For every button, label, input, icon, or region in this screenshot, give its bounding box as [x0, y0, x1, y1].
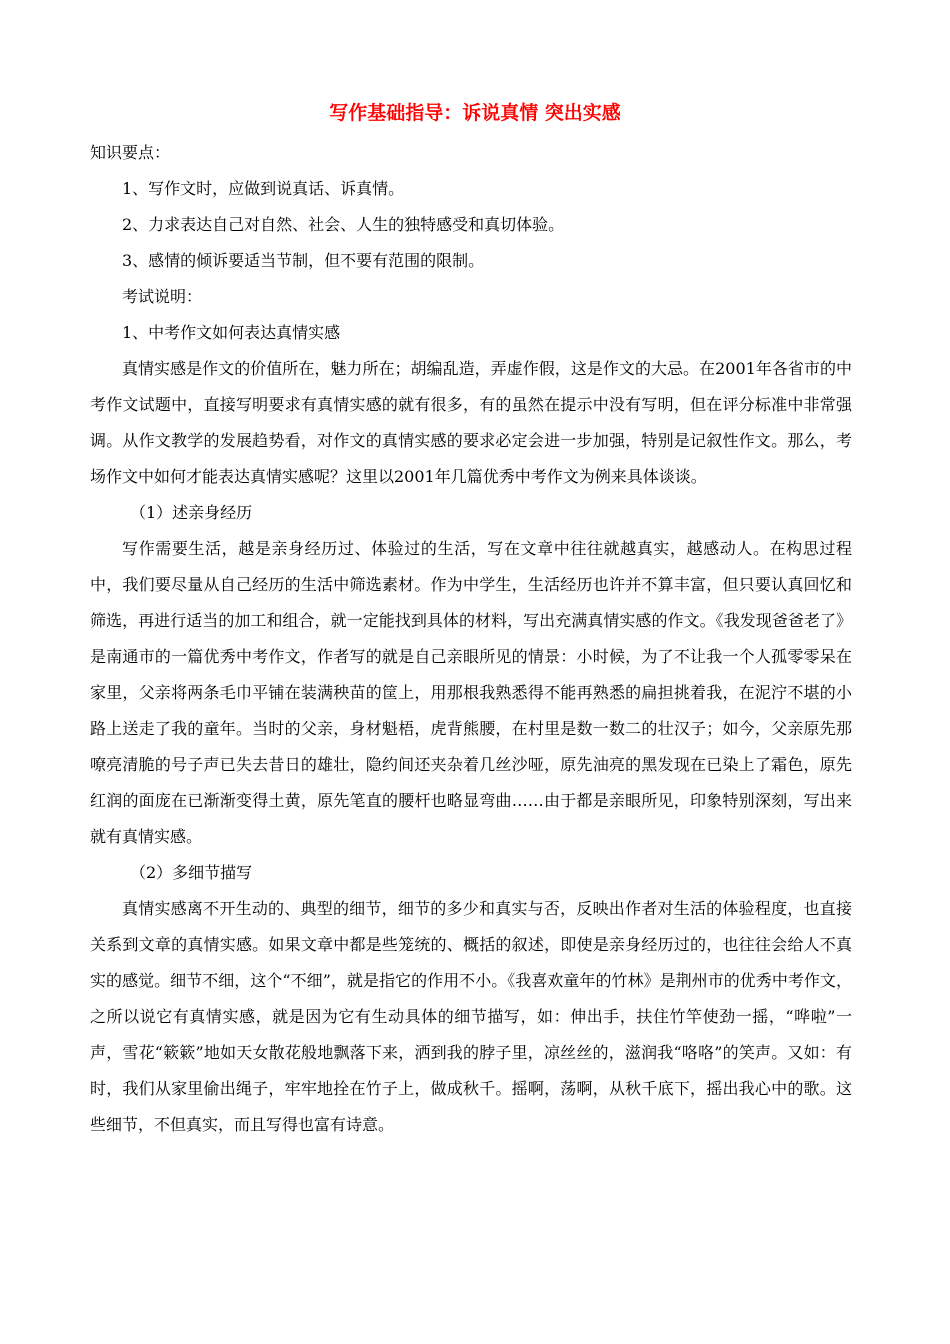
subsection-2-heading: （2）多细节描写 [130, 863, 253, 882]
key-point-1: 1、写作文时，应做到说真话、诉真情。 [122, 179, 405, 198]
document-title: 写作基础指导：诉说真情 突出实感 [329, 102, 621, 124]
section-label-key-points: 知识要点： [90, 143, 171, 162]
intro-paragraph: 真情实感是作文的价值所在，魅力所在；胡编乱造，弄虚作假，这是作文的大忌。在2001年各省市的中考作文试题中，直接写明要求有真情实感的就有很多，有的虽然在提示中没有写明，但在评分标准中非常强调。从作文教学的发展趋势看，对作文的真情实感的要求必定会进一步加强，特别是记叙性作文。那么，考场作文中如何才能表达真情实感呢？这里以2001年几篇优秀中考作文为例来具体谈谈。 [90, 359, 852, 486]
subsection-2-paragraph: 真情实感离不开生动的、典型的细节，细节的多少和真实与否，反映出作者对生活的体验程度，也直接关系到文章的真情实感。如果文章中都是些笼统的、概括的叙述，即使是亲身经历过的，也往往会给人不真实的感觉。细节不细，这个“不细”，就是指它的作用不小。《我喜欢童年的竹林》是荆州市的优秀中考作文，之所以说它有真情实感，就是因为它有生动具体的细节描写，如：伸出手，扶住竹竿使劲一摇，“哗啦”一声，雪花“簌簌”地如天女散花般地飘落下来，洒到我的脖子里，凉丝丝的，滋润我“咯咯”的笑声。又如：有时，我们从家里偷出绳子，牢牢地拴在竹子上，做成秋千。摇啊，荡啊，从秋千底下，摇出我心中的歌。这些细节，不但真实，而且写得也富有诗意。 [90, 899, 852, 1134]
key-point-2: 2、力求表达自己对自然、社会、人生的独特感受和真切体验。 [122, 215, 565, 234]
subsection-1-paragraph: 写作需要生活，越是亲身经历过、体验过的生活，写在文章中往往就越真实，越感动人。在构思过程中，我们要尽量从自己经历的生活中筛选素材。作为中学生，生活经历也许并不算丰富，但只要认真回忆和筛选，再进行适当的加工和组合，就一定能找到具体的材料，写出充满真情实感的作文。《我发现爸爸老了》是南通市的一篇优秀中考作文，作者写的就是自己亲眼所见的情景：小时候，为了不让我一个人孤零零呆在家里，父亲将两条毛巾平铺在装满秧苗的筐上，用那根我熟悉得不能再熟悉的扁担挑着我，在泥泞不堪的小路上送走了我的童年。当时的父亲，身材魁梧，虎背熊腰，在村里是数一数二的壮汉子；如今，父亲原先那嘹亮清脆的号子声已失去昔日的雄壮，隐约间还夹杂着几丝沙哑，原先油亮的黑发现在已染上了霜色，原先红润的面庞在已渐渐变得土黄，原先笔直的腰杆也略显弯曲……由于都是亲眼所见，印象特别深刻，写出来就有真情实感。 [90, 539, 852, 846]
document-body [90, 135, 852, 1143]
key-point-3: 3、感情的倾诉要适当节制，但不要有范围的限制。 [122, 251, 485, 270]
question-1-heading: 1、中考作文如何表达真情实感 [122, 323, 341, 342]
subsection-1-heading: （1）述亲身经历 [130, 503, 253, 522]
section-label-exam: 考试说明： [122, 287, 203, 306]
